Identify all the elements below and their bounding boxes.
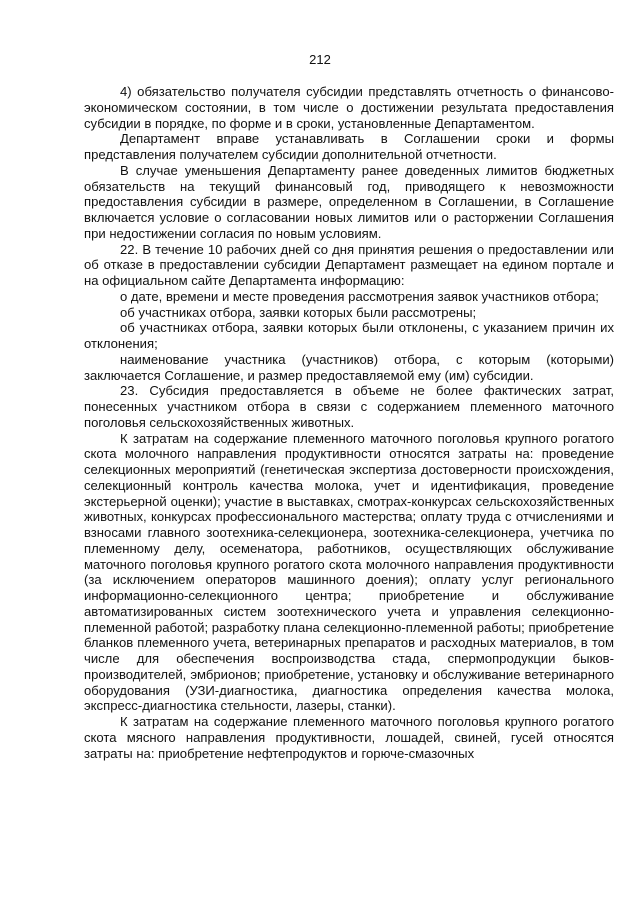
paragraph: об участниках отбора, заявки которых были рассмотрены;: [120, 304, 477, 320]
paragraph: 22. В течение 10 рабочих дней со дня принятия решения о предоставлении или об отказе в предоставлении субсидии Департамент размещает на едином портале и на официальном сайте Департамента информацию:: [84, 241, 614, 288]
document-body: [84, 84, 614, 761]
paragraph: о дате, времени и месте проведения рассмотрения заявок участников отбора;: [120, 288, 599, 304]
page-number: 212: [309, 52, 331, 67]
paragraph: 4) обязательство получателя субсидии представлять отчетность о финансово-экономическом состоянии, в том числе о достижении результата предоставления субсидии в порядке, по форме и в сроки, установленные Департаментом.: [84, 84, 614, 131]
paragraph: наименование участника (участников) отбора, с которым (которыми) заключается Соглашение, и размер предоставляемой ему (им) субсидии.: [84, 351, 614, 383]
paragraph: К затратам на содержание племенного маточного поголовья крупного рогатого скота мясного направления продуктивности, лошадей, свиней, гусей относятся затраты на: приобретение нефтепродуктов и горюче-смазочных: [84, 714, 614, 761]
paragraph: об участниках отбора, заявки которых были отклонены, с указанием причин их отклонения;: [84, 320, 614, 351]
paragraph: 23. Субсидия предоставляется в объеме не более фактических затрат, понесенных участником отбора в связи с содержанием племенного маточного поголовья сельскохозяйственных животных.: [84, 383, 614, 430]
paragraph: К затратам на содержание племенного маточного поголовья крупного рогатого скота молочного направления продуктивности относятся затраты на: проведение селекционных мероприятий (генетическая экспертиза достоверности происхождения, селекционный контроль качества молока, учет и идентификация, проведение экстерьерной оценки); участие в выставках, смотрах-конкурсах сельскохозяйственных животных, конкурсах профессионального мастерства; оплату труда с отчислениями и взносами главного зоотехника-селекционера, зоотехника-селекционера, учетчика по племенному делу, осеменатора, работников, осуществляющих обслуживание маточного поголовья крупного рогатого скота молочного направления продуктивности (за исключением операторов машинного доения); оплату услуг регионального информационно-селекционного центра; приобретение и обслуживание автоматизированных систем зоотехнического учета и управления селекционно-племенной работой; разработку плана селекционно-племенной работы; приобретение бланков племенного учета, ветеринарных препаратов и расходных материалов, в том числе для обеспечения воспроизводства стада, спермопродукции быков-производителей, эмбрионов; приобретение, установку и обслуживание ветеринарного оборудования (УЗИ-диагностика, диагностика определения качества молока, экспресс-диагностика стельности, лазеры, станки).: [84, 430, 615, 714]
paragraph: Департамент вправе устанавливать в Соглашении сроки и формы представления получателем субсидии дополнительной отчетности.: [84, 131, 614, 162]
paragraph: В случае уменьшения Департаменту ранее доведенных лимитов бюджетных обязательств на текущий финансовый год, приводящего к невозможности предоставления субсидии в размере, определенном в Соглашении, в Соглашение включается условие о согласовании новых лимитов или о расторжении Соглашения при недостижении согласия по новым условиям.: [84, 162, 614, 241]
